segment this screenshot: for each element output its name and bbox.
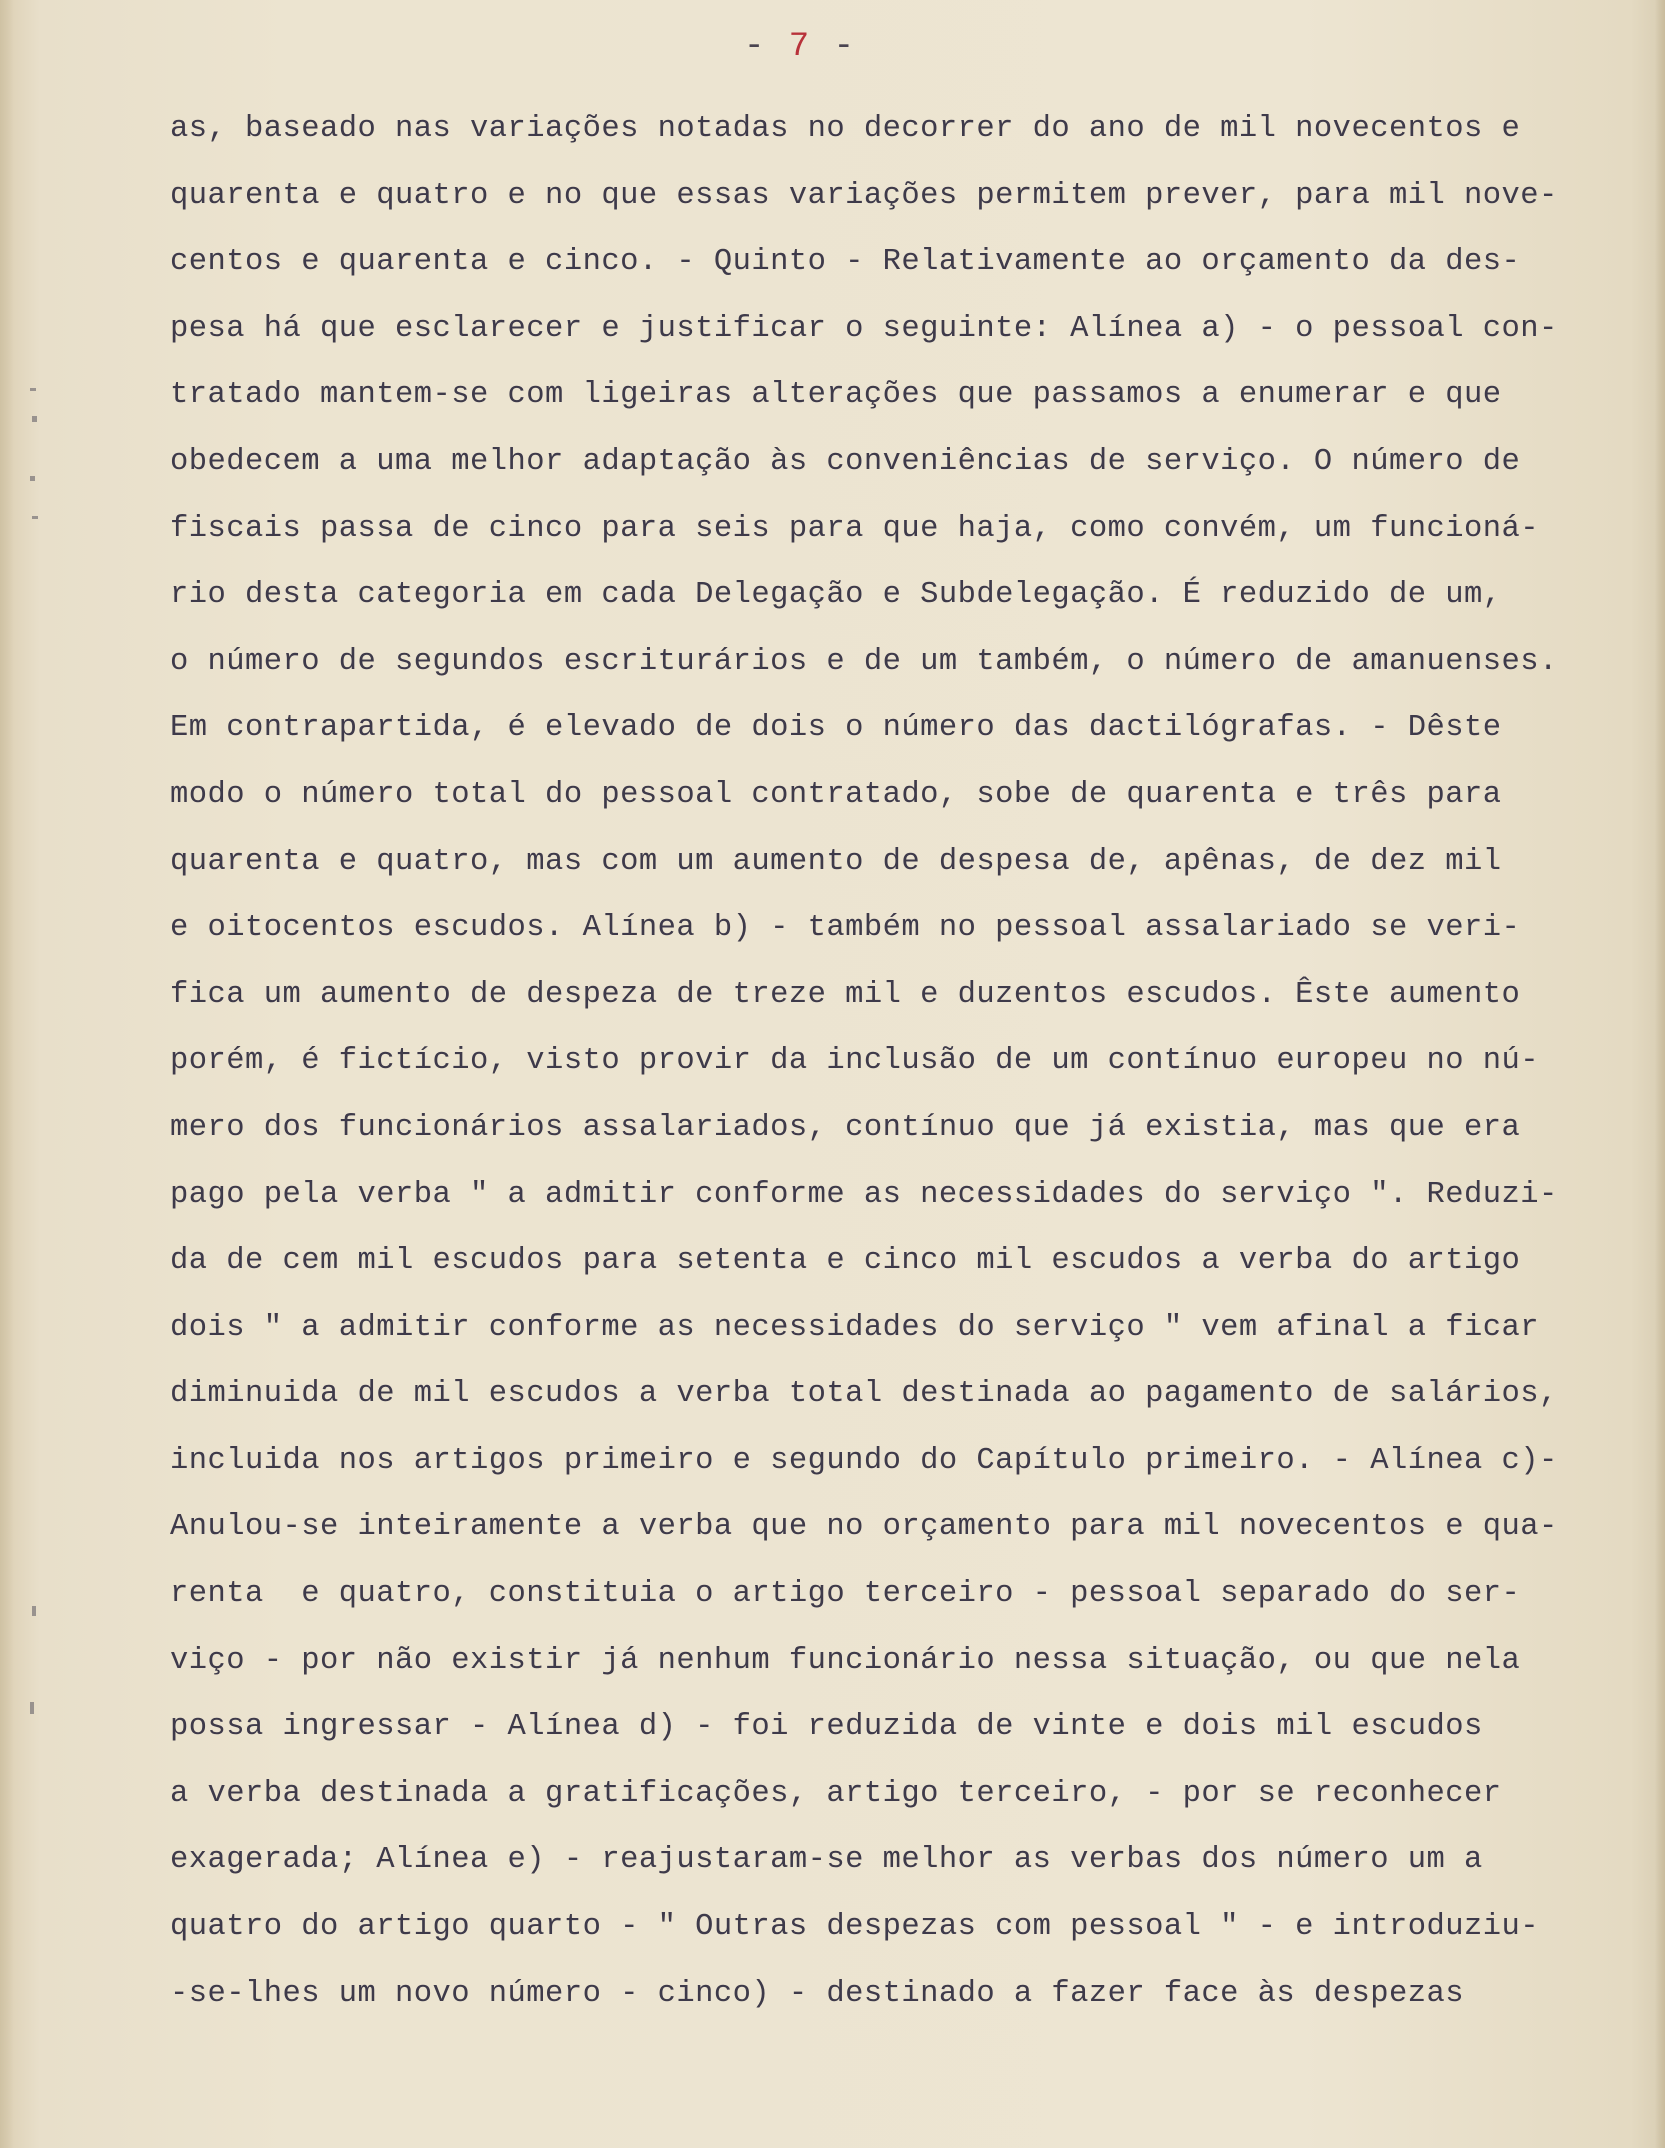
page-number-value: 7	[788, 28, 812, 66]
text-line: pesa há que esclarecer e justificar o seguinte: Alínea a) - o pessoal con-	[170, 311, 1558, 346]
text-line: Em contrapartida, é elevado de dois o número das dactilógrafas. - Dêste	[170, 711, 1502, 746]
text-line: modo o número total do pessoal contratado, sobe de quarenta e três para	[170, 777, 1502, 812]
text-line: quarenta e quatro, mas com um aumento de despesa de, apênas, de dez mil	[170, 844, 1502, 879]
page-number-dash-left: -	[743, 28, 767, 66]
text-line: Anulou-se inteiramente a verba que no orçamento para mil novecentos e qua-	[170, 1510, 1558, 1545]
text-line: e oitocentos escudos. Alínea b) - também no pessoal assalariado se veri-	[170, 911, 1521, 946]
text-line: quatro do artigo quarto - " Outras despezas com pessoal " - e introduziu-	[170, 1910, 1539, 1945]
text-line: exagerada; Alínea e) - reajustaram-se melhor as verbas dos número um a	[170, 1843, 1483, 1878]
margin-speck	[30, 1702, 34, 1714]
text-line: incluida nos artigos primeiro e segundo do Capítulo primeiro. - Alínea c)-	[170, 1443, 1558, 1478]
margin-speck	[32, 1606, 36, 1616]
text-line: fica um aumento de despeza de treze mil e duzentos escudos. Êste aumento	[170, 977, 1521, 1012]
text-line: da de cem mil escudos para setenta e cinco mil escudos a verba do artigo	[170, 1244, 1521, 1279]
text-line: centos e quarenta e cinco. - Quinto - Relativamente ao orçamento da des-	[170, 245, 1521, 280]
text-line: as, baseado nas variações notadas no decorrer do ano de mil novecentos e	[170, 112, 1521, 146]
paper-left-edge	[0, 0, 14, 2148]
margin-speck	[30, 476, 35, 481]
text-line: obedecem a uma melhor adaptação às conveniências de serviço. O número de	[170, 444, 1521, 479]
text-line: dois " a admitir conforme as necessidades do serviço " vem afinal a ficar	[170, 1310, 1539, 1345]
margin-speck	[30, 388, 36, 391]
page-number-dash-right: -	[833, 28, 857, 66]
typed-paragraph	[170, 96, 1640, 2027]
paper-right-edge	[1655, 0, 1665, 2148]
text-line: o número de segundos escriturários e de um também, o número de amanuenses.	[170, 644, 1558, 679]
text-line: diminuida de mil escudos a verba total destinada ao pagamento de salários,	[170, 1377, 1558, 1412]
text-line: rio desta categoria em cada Delegação e Subdelegação. É reduzido de um,	[170, 578, 1502, 613]
page-number	[0, 28, 1600, 66]
text-line: pago pela verba " a admitir conforme as necessidades do serviço ". Reduzi-	[170, 1177, 1558, 1212]
text-line: fiscais passa de cinco para seis para que haja, como convém, um funcioná-	[170, 511, 1539, 546]
margin-speck	[32, 416, 37, 422]
text-line: possa ingressar - Alínea d) - foi reduzida de vinte e dois mil escudos	[170, 1710, 1483, 1745]
text-line: renta e quatro, constituia o artigo terceiro - pessoal separado do ser-	[170, 1577, 1521, 1612]
text-line: tratado mantem-se com ligeiras alterações que passamos a enumerar e que	[170, 378, 1502, 413]
text-line: quarenta e quatro e no que essas variações permitem prever, para mil nove-	[170, 178, 1558, 213]
text-line: a verba destinada a gratificações, artigo terceiro, - por se reconhecer	[170, 1776, 1502, 1811]
text-line: mero dos funcionários assalariados, contínuo que já existia, mas que era	[170, 1110, 1521, 1145]
margin-speck	[32, 516, 38, 519]
text-line: viço - por não existir já nenhum funcionário nessa situação, ou que nela	[170, 1643, 1521, 1678]
text-line: -se-lhes um novo número - cinco) - destinado a fazer face às despezas	[170, 1976, 1464, 2011]
text-line: porém, é fictício, visto provir da inclusão de um contínuo europeu no nú-	[170, 1044, 1539, 1079]
